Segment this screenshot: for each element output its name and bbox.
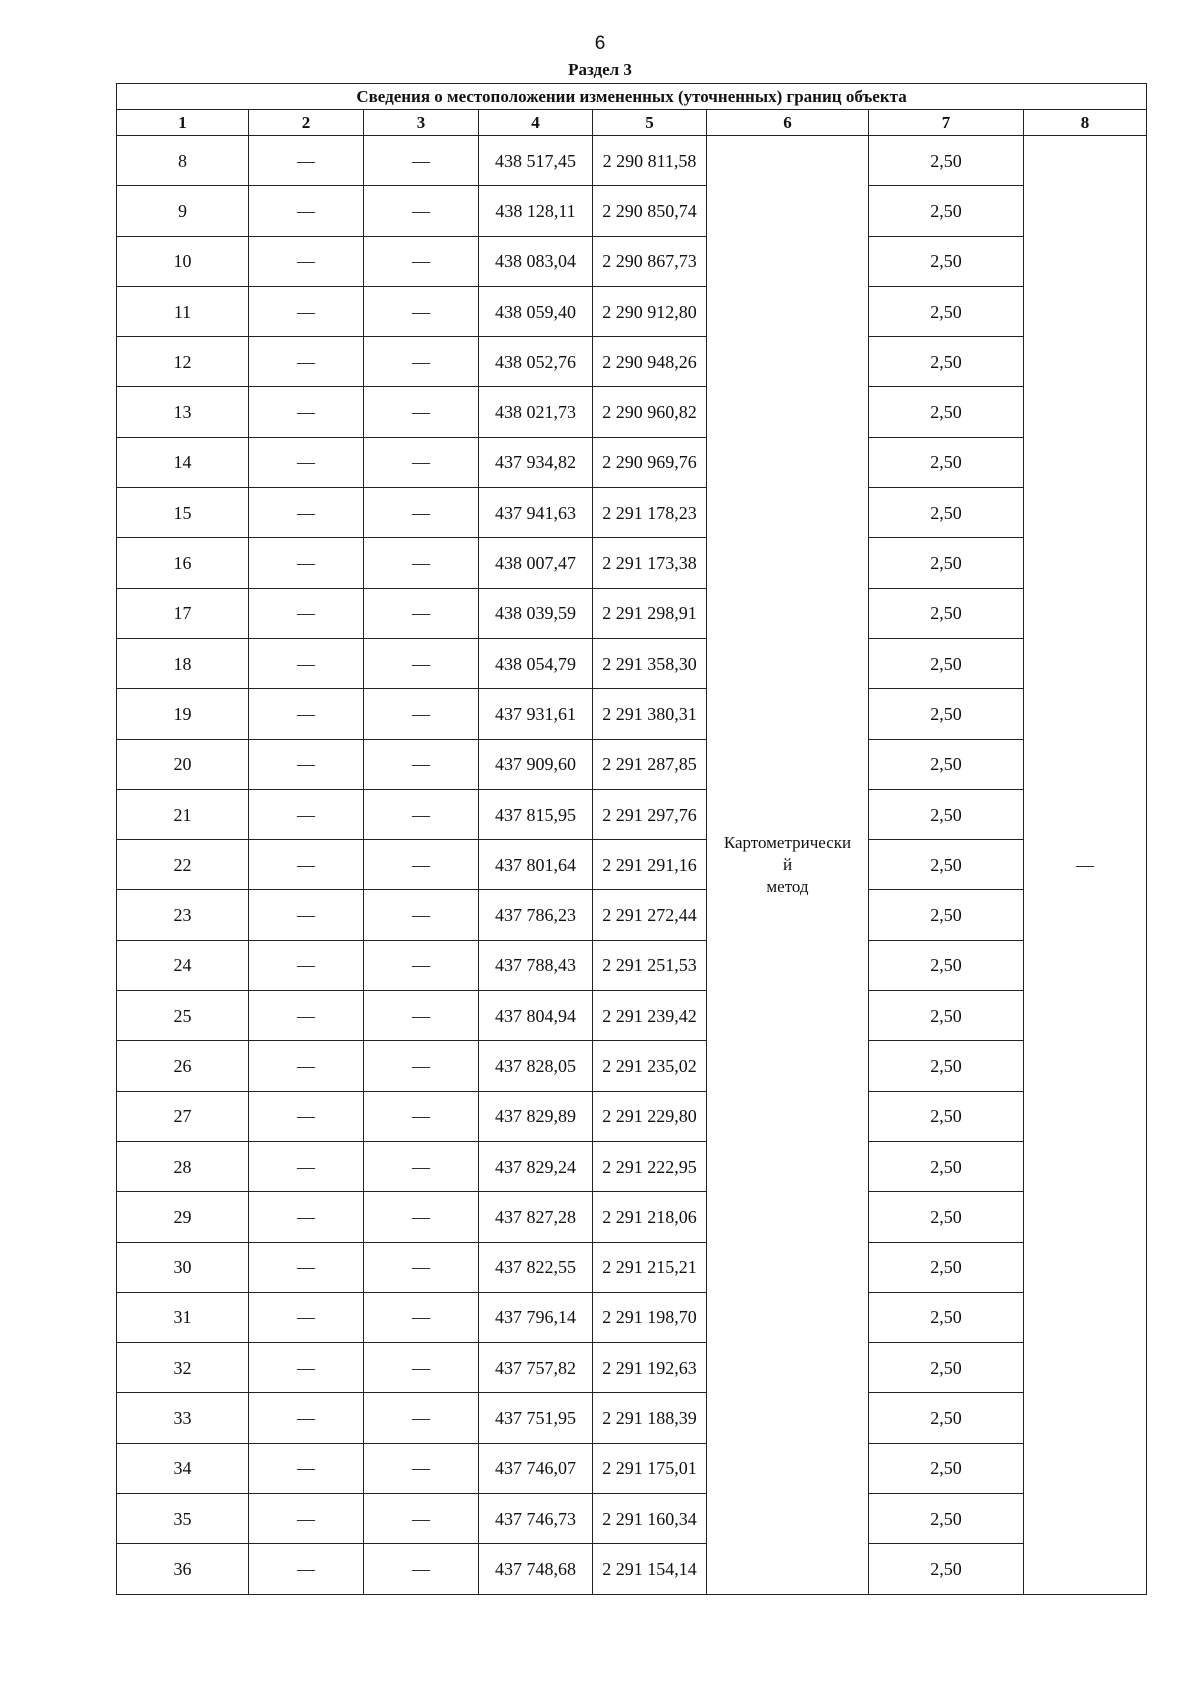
accuracy-value: 2,50 [869, 186, 1024, 236]
accuracy-value: 2,50 [869, 286, 1024, 336]
dash-cell: — [249, 991, 364, 1041]
dash-cell: — [364, 739, 479, 789]
dash-cell: — [364, 638, 479, 688]
accuracy-value: 2,50 [869, 1443, 1024, 1493]
accuracy-value: 2,50 [869, 1343, 1024, 1393]
coordinate-x: 437 748,68 [479, 1544, 593, 1594]
dash-cell: — [249, 488, 364, 538]
coordinate-x: 437 796,14 [479, 1292, 593, 1342]
dash-cell: — [249, 1141, 364, 1191]
column-header: 4 [479, 110, 593, 136]
coordinate-y: 2 290 960,82 [593, 387, 707, 437]
coordinate-y: 2 291 380,31 [593, 689, 707, 739]
coordinates-table [116, 83, 1147, 1595]
point-number: 28 [117, 1141, 249, 1191]
coordinate-x: 438 059,40 [479, 286, 593, 336]
table-row [117, 337, 1147, 387]
column-header: 1 [117, 110, 249, 136]
accuracy-value: 2,50 [869, 538, 1024, 588]
column-header: 5 [593, 110, 707, 136]
point-number: 29 [117, 1192, 249, 1242]
dash-cell: — [364, 538, 479, 588]
point-number: 14 [117, 437, 249, 487]
dash-cell: — [249, 236, 364, 286]
coordinate-y: 2 291 239,42 [593, 991, 707, 1041]
method-cell [707, 136, 869, 1595]
dash-cell: — [364, 1443, 479, 1493]
accuracy-value: 2,50 [869, 689, 1024, 739]
dash-cell: — [249, 538, 364, 588]
dash-cell: — [364, 1141, 479, 1191]
point-number: 32 [117, 1343, 249, 1393]
coordinate-y: 2 290 912,80 [593, 286, 707, 336]
table-row [117, 1041, 1147, 1091]
dash-cell: — [249, 689, 364, 739]
dash-cell: — [249, 387, 364, 437]
table-body [117, 136, 1147, 1595]
table-caption: Сведения о местоположении измененных (уточненных) границ объекта [117, 84, 1147, 110]
table-row [117, 286, 1147, 336]
table-row [117, 689, 1147, 739]
coordinate-x: 437 746,73 [479, 1494, 593, 1544]
method-text-line: й [782, 854, 793, 874]
dash-cell: — [364, 1242, 479, 1292]
coordinate-y: 2 291 160,34 [593, 1494, 707, 1544]
method-text-line: Картометрически [723, 832, 852, 852]
column-header-row [117, 110, 1147, 136]
column-header: 8 [1024, 110, 1147, 136]
dash-cell: — [249, 1242, 364, 1292]
dash-cell: — [249, 437, 364, 487]
accuracy-value: 2,50 [869, 337, 1024, 387]
dash-cell: — [249, 890, 364, 940]
accuracy-value: 2,50 [869, 1544, 1024, 1594]
column-header: 3 [364, 110, 479, 136]
table-row [117, 638, 1147, 688]
coordinate-y: 2 291 272,44 [593, 890, 707, 940]
dash-cell: — [249, 136, 364, 186]
coordinate-x: 437 828,05 [479, 1041, 593, 1091]
table-row [117, 538, 1147, 588]
coordinate-x: 437 757,82 [479, 1343, 593, 1393]
dash-cell: — [249, 588, 364, 638]
coordinate-x: 438 007,47 [479, 538, 593, 588]
point-number: 27 [117, 1091, 249, 1141]
coordinate-x: 438 128,11 [479, 186, 593, 236]
coordinate-y: 2 291 297,76 [593, 789, 707, 839]
coordinate-y: 2 291 358,30 [593, 638, 707, 688]
column-header: 7 [869, 110, 1024, 136]
point-number: 21 [117, 789, 249, 839]
coordinate-y: 2 291 229,80 [593, 1091, 707, 1141]
dash-cell: — [249, 638, 364, 688]
coordinate-y: 2 291 173,38 [593, 538, 707, 588]
page-number: 6 [594, 33, 606, 54]
coordinate-y: 2 291 218,06 [593, 1192, 707, 1242]
dash-cell: — [364, 840, 479, 890]
dash-cell: — [364, 136, 479, 186]
point-number: 20 [117, 739, 249, 789]
point-number: 36 [117, 1544, 249, 1594]
dash-cell: — [249, 1544, 364, 1594]
dash-cell: — [364, 186, 479, 236]
dash-cell: — [364, 588, 479, 638]
table-row [117, 1544, 1147, 1594]
accuracy-value: 2,50 [869, 840, 1024, 890]
coordinate-x: 438 039,59 [479, 588, 593, 638]
method-text-line: метод [766, 876, 809, 896]
accuracy-value: 2,50 [869, 789, 1024, 839]
coordinate-y: 2 291 291,16 [593, 840, 707, 890]
table-row [117, 136, 1147, 186]
coordinate-y: 2 291 298,91 [593, 588, 707, 638]
coordinate-y: 2 291 222,95 [593, 1141, 707, 1191]
dash-cell: — [249, 739, 364, 789]
coordinate-x: 438 083,04 [479, 236, 593, 286]
point-number: 23 [117, 890, 249, 940]
coordinate-x: 437 751,95 [479, 1393, 593, 1443]
point-number: 33 [117, 1393, 249, 1443]
accuracy-value: 2,50 [869, 739, 1024, 789]
point-number: 24 [117, 940, 249, 990]
coordinate-x: 437 934,82 [479, 437, 593, 487]
accuracy-value: 2,50 [869, 940, 1024, 990]
coordinate-x: 438 517,45 [479, 136, 593, 186]
dash-cell: — [364, 1192, 479, 1242]
accuracy-value: 2,50 [869, 488, 1024, 538]
section-title: Раздел 3 [568, 60, 632, 79]
table-row [117, 186, 1147, 236]
point-number: 8 [117, 136, 249, 186]
table-row [117, 1141, 1147, 1191]
coordinate-y: 2 291 188,39 [593, 1393, 707, 1443]
table-row [117, 1443, 1147, 1493]
accuracy-value: 2,50 [869, 1192, 1024, 1242]
coordinate-x: 437 822,55 [479, 1242, 593, 1292]
point-number: 22 [117, 840, 249, 890]
coordinate-x: 438 052,76 [479, 337, 593, 387]
dash-cell: — [364, 1041, 479, 1091]
accuracy-value: 2,50 [869, 437, 1024, 487]
column-header: 2 [249, 110, 364, 136]
coordinate-y: 2 291 175,01 [593, 1443, 707, 1493]
accuracy-value: 2,50 [869, 136, 1024, 186]
coordinate-x: 437 746,07 [479, 1443, 593, 1493]
coordinate-x: 437 815,95 [479, 789, 593, 839]
table-row [117, 437, 1147, 487]
point-number: 9 [117, 186, 249, 236]
accuracy-value: 2,50 [869, 1242, 1024, 1292]
point-number: 12 [117, 337, 249, 387]
dash-cell: — [249, 1343, 364, 1393]
accuracy-value: 2,50 [869, 1393, 1024, 1443]
accuracy-value: 2,50 [869, 1041, 1024, 1091]
dash-cell: — [249, 840, 364, 890]
point-number: 15 [117, 488, 249, 538]
table-row [117, 991, 1147, 1041]
coordinate-x: 437 804,94 [479, 991, 593, 1041]
dash-cell: — [364, 1343, 479, 1393]
dash-cell: — [364, 1091, 479, 1141]
coordinate-y: 2 290 969,76 [593, 437, 707, 487]
point-number: 18 [117, 638, 249, 688]
table-row [117, 890, 1147, 940]
point-number: 31 [117, 1292, 249, 1342]
table-row [117, 940, 1147, 990]
dash-cell: — [364, 1393, 479, 1443]
coordinate-x: 437 788,43 [479, 940, 593, 990]
coordinate-y: 2 290 811,58 [593, 136, 707, 186]
dash-cell: — [249, 940, 364, 990]
table-row [117, 488, 1147, 538]
coordinate-y: 2 291 251,53 [593, 940, 707, 990]
coordinate-x: 437 829,89 [479, 1091, 593, 1141]
point-number: 16 [117, 538, 249, 588]
dash-cell: — [249, 1091, 364, 1141]
accuracy-value: 2,50 [869, 991, 1024, 1041]
table-row [117, 1192, 1147, 1242]
dash-cell: — [249, 1041, 364, 1091]
dash-cell: — [364, 236, 479, 286]
dash-cell: — [249, 1443, 364, 1493]
table-row [117, 1091, 1147, 1141]
dash-cell: — [364, 337, 479, 387]
point-number: 35 [117, 1494, 249, 1544]
accuracy-value: 2,50 [869, 387, 1024, 437]
point-number: 26 [117, 1041, 249, 1091]
dash-cell: — [249, 1192, 364, 1242]
dash-cell: — [249, 337, 364, 387]
point-number: 25 [117, 991, 249, 1041]
table-row [117, 739, 1147, 789]
accuracy-value: 2,50 [869, 1494, 1024, 1544]
coordinate-x: 437 786,23 [479, 890, 593, 940]
coordinate-y: 2 291 192,63 [593, 1343, 707, 1393]
dash-cell: — [364, 437, 479, 487]
coordinate-x: 437 941,63 [479, 488, 593, 538]
dash-cell: — [364, 1544, 479, 1594]
dash-cell: — [364, 991, 479, 1041]
accuracy-value: 2,50 [869, 1292, 1024, 1342]
coordinate-x: 437 931,61 [479, 689, 593, 739]
dash-cell: — [249, 286, 364, 336]
coordinate-y: 2 291 198,70 [593, 1292, 707, 1342]
dash-cell: — [249, 186, 364, 236]
dash-cell: — [364, 387, 479, 437]
point-number: 11 [117, 286, 249, 336]
table-row [117, 1292, 1147, 1342]
coordinate-y: 2 290 948,26 [593, 337, 707, 387]
accuracy-value: 2,50 [869, 1091, 1024, 1141]
dash-cell: — [364, 286, 479, 336]
dash-cell: — [364, 940, 479, 990]
dash-cell: — [364, 488, 479, 538]
column-8-value: — [1024, 136, 1147, 1595]
table-row [117, 1242, 1147, 1292]
coordinate-y: 2 291 287,85 [593, 739, 707, 789]
table-row [117, 1494, 1147, 1544]
table-row [117, 1393, 1147, 1443]
coordinate-y: 2 291 178,23 [593, 488, 707, 538]
coordinate-y: 2 290 867,73 [593, 236, 707, 286]
accuracy-value: 2,50 [869, 1141, 1024, 1191]
coordinate-y: 2 291 215,21 [593, 1242, 707, 1292]
coordinate-y: 2 291 235,02 [593, 1041, 707, 1091]
dash-cell: — [249, 1494, 364, 1544]
dash-cell: — [364, 890, 479, 940]
accuracy-value: 2,50 [869, 236, 1024, 286]
coordinate-x: 437 801,64 [479, 840, 593, 890]
coordinate-y: 2 290 850,74 [593, 186, 707, 236]
coordinate-x: 437 909,60 [479, 739, 593, 789]
accuracy-value: 2,50 [869, 890, 1024, 940]
point-number: 34 [117, 1443, 249, 1493]
point-number: 10 [117, 236, 249, 286]
dash-cell: — [249, 789, 364, 839]
table-row [117, 1343, 1147, 1393]
coordinate-x: 438 054,79 [479, 638, 593, 688]
dash-cell: — [364, 689, 479, 739]
point-number: 13 [117, 387, 249, 437]
accuracy-value: 2,50 [869, 588, 1024, 638]
table-row [117, 236, 1147, 286]
dash-cell: — [249, 1292, 364, 1342]
table-row [117, 387, 1147, 437]
point-number: 30 [117, 1242, 249, 1292]
dash-cell: — [364, 789, 479, 839]
dash-cell: — [364, 1494, 479, 1544]
table-row [117, 789, 1147, 839]
coordinate-x: 438 021,73 [479, 387, 593, 437]
accuracy-value: 2,50 [869, 638, 1024, 688]
table-row [117, 840, 1147, 890]
dash-cell: — [249, 1393, 364, 1443]
point-number: 17 [117, 588, 249, 638]
column-header: 6 [707, 110, 869, 136]
point-number: 19 [117, 689, 249, 739]
coordinate-x: 437 827,28 [479, 1192, 593, 1242]
coordinate-y: 2 291 154,14 [593, 1544, 707, 1594]
coordinate-x: 437 829,24 [479, 1141, 593, 1191]
table-row [117, 588, 1147, 638]
dash-cell: — [364, 1292, 479, 1342]
